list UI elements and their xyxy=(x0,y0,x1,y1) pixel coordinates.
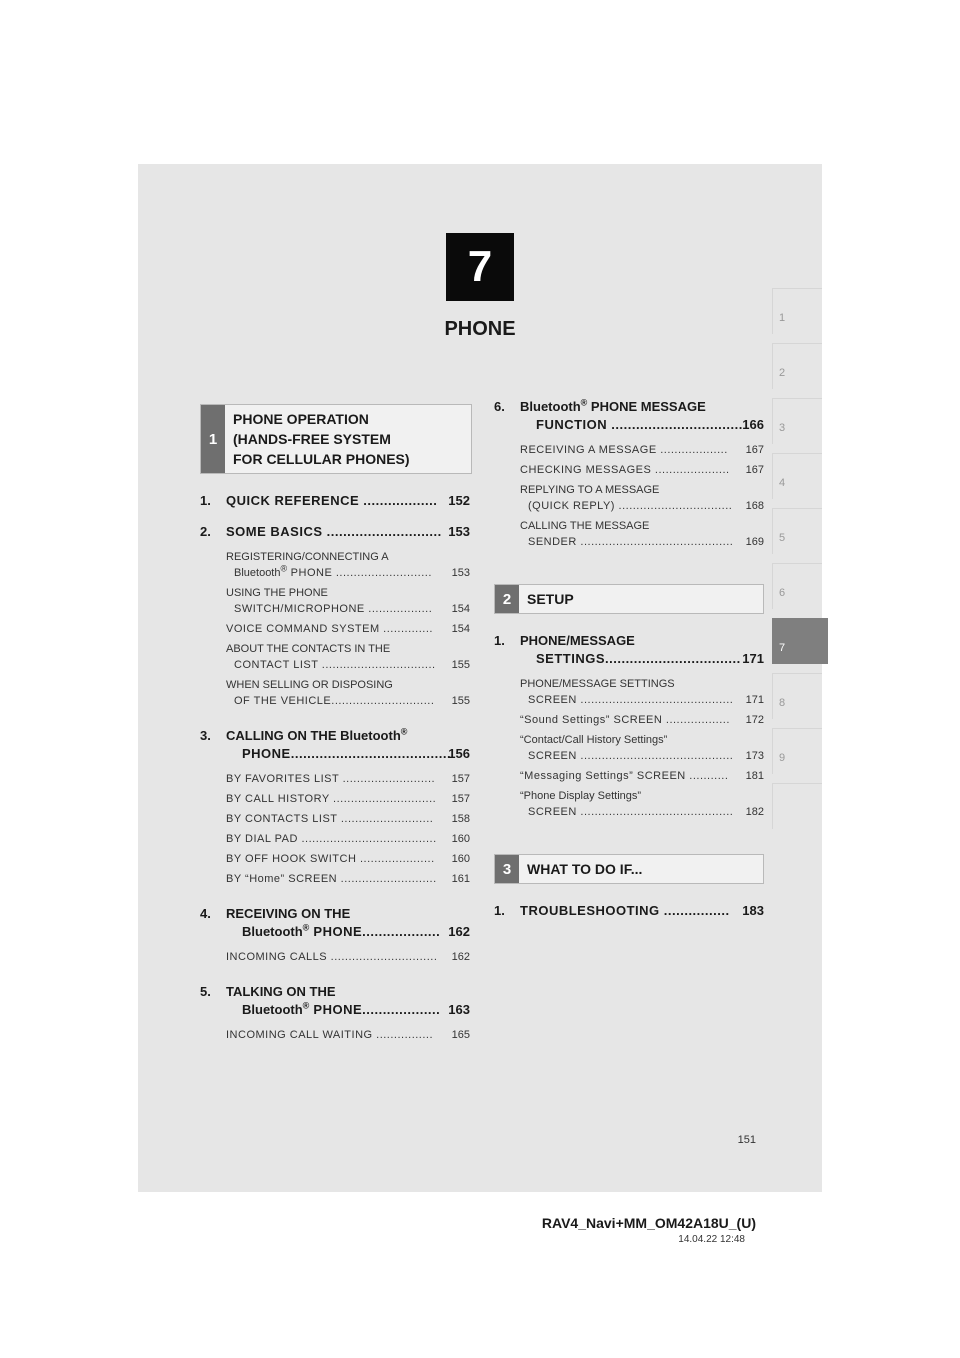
toc-subentry[interactable]: BY FAVORITES LIST .......................... 157 xyxy=(226,773,470,785)
section-title: PHONE OPERATION (HANDS-FREE SYSTEM FOR CELLULAR PHONES) xyxy=(233,411,410,467)
section-header-2 xyxy=(494,584,764,614)
toc-subentry[interactable]: ABOUT THE CONTACTS IN THE CONTACT LIST ................................ 155 xyxy=(226,643,470,671)
toc-subentry[interactable]: BY CONTACTS LIST .......................... 158 xyxy=(226,813,470,825)
footer-timestamp: 14.04.22 12:48 xyxy=(678,1234,745,1245)
toc-subentry[interactable]: REPLYING TO A MESSAGE (QUICK REPLY) ................................ 168 xyxy=(520,484,764,512)
tab-2[interactable]: 2 xyxy=(772,343,822,389)
tab-8[interactable]: 8 xyxy=(772,673,822,719)
toc-subentry[interactable]: BY “Home” SCREEN ........................... 161 xyxy=(226,873,470,885)
section-number: 3 xyxy=(495,855,519,883)
section-header-1 xyxy=(200,404,472,474)
page-ref: 152 xyxy=(448,493,470,508)
toc-subentry[interactable]: “Phone Display Settings” SCREEN ........................................... 182 xyxy=(520,790,764,818)
toc-subentry[interactable]: WHEN SELLING OR DISPOSING OF THE VEHICLE............................. 155 xyxy=(226,679,470,707)
toc-subentry[interactable]: CALLING THE MESSAGE SENDER ........................................... 169 xyxy=(520,520,764,548)
footer-document-code: RAV4_Navi+MM_OM42A18U_(U) xyxy=(541,1215,756,1231)
page-ref: 166 xyxy=(742,417,764,432)
toc-entry[interactable]: 3. CALLING ON THE Bluetooth® PHONE....................................... 156 xyxy=(200,726,470,761)
chapter-title: PHONE xyxy=(444,318,516,340)
toc-entry[interactable]: 1. TROUBLESHOOTING ................ 183 xyxy=(494,903,764,918)
page-ref: 171 xyxy=(742,651,764,666)
toc-subentry[interactable]: USING THE PHONE SWITCH/MICROPHONE .................. 154 xyxy=(226,587,470,615)
toc-subentry[interactable]: “Contact/Call History Settings” SCREEN ........................................... 173 xyxy=(520,734,764,762)
tab-5[interactable]: 5 xyxy=(772,508,822,554)
chapter-tabs xyxy=(772,288,822,838)
toc-subentry[interactable]: INCOMING CALL WAITING ................ 165 xyxy=(226,1029,470,1041)
tab-10[interactable] xyxy=(772,783,822,829)
toc-subentry[interactable]: RECEIVING A MESSAGE ................... 167 xyxy=(520,444,764,456)
toc-entry[interactable]: 2. SOME BASICS ............................ 153 xyxy=(200,524,470,539)
tab-3[interactable]: 3 xyxy=(772,398,822,444)
toc-subentry[interactable]: BY CALL HISTORY ............................. 157 xyxy=(226,793,470,805)
page-ref: 162 xyxy=(448,924,470,939)
toc-subentry[interactable]: VOICE COMMAND SYSTEM .............. 154 xyxy=(226,623,470,635)
toc-subentry[interactable]: “Messaging Settings” SCREEN ........... 181 xyxy=(520,770,764,782)
chapter-number-box xyxy=(446,233,514,301)
page-ref: 183 xyxy=(742,903,764,918)
page-ref: 163 xyxy=(448,1002,470,1017)
section-number: 1 xyxy=(201,405,225,473)
toc-entry[interactable]: 1. QUICK REFERENCE .................. 152 xyxy=(200,493,470,508)
chapter-number: 7 xyxy=(467,242,493,291)
toc-subentry[interactable]: CHECKING MESSAGES ..................... 167 xyxy=(520,464,764,476)
toc-entry[interactable]: 6. Bluetooth® PHONE MESSAGE FUNCTION ................................ 166 xyxy=(494,397,764,432)
tab-4[interactable]: 4 xyxy=(772,453,822,499)
section-title: WHAT TO DO IF... xyxy=(527,861,643,877)
section-title: SETUP xyxy=(527,591,574,607)
toc-subentry[interactable]: PHONE/MESSAGE SETTINGS SCREEN ........................................... 171 xyxy=(520,678,764,706)
toc-subentry[interactable]: BY OFF HOOK SWITCH ..................... 160 xyxy=(226,853,470,865)
page-number: 151 xyxy=(737,1134,756,1146)
toc-subentry[interactable]: INCOMING CALLS .............................. 162 xyxy=(226,951,470,963)
tab-9[interactable]: 9 xyxy=(772,728,822,774)
toc-entry[interactable]: 1. PHONE/MESSAGE SETTINGS................................. 171 xyxy=(494,633,764,666)
page-ref: 156 xyxy=(448,746,470,761)
toc-entry[interactable]: 4. RECEIVING ON THE Bluetooth® PHONE................... 162 xyxy=(200,906,470,939)
toc-right-column xyxy=(494,398,764,920)
toc-subentry[interactable]: REGISTERING/CONNECTING A Bluetooth® PHONE ........................... 153 xyxy=(226,551,470,579)
toc-left-column xyxy=(200,404,470,1047)
section-number: 2 xyxy=(495,585,519,613)
toc-subentry[interactable]: “Sound Settings” SCREEN .................. 172 xyxy=(520,714,764,726)
tab-1[interactable]: 1 xyxy=(772,288,822,334)
toc-entry[interactable]: 5. TALKING ON THE Bluetooth® PHONE................... 163 xyxy=(200,984,470,1017)
page-ref: 153 xyxy=(448,524,470,539)
tab-6[interactable]: 6 xyxy=(772,563,822,609)
toc-subentry[interactable]: BY DIAL PAD ...................................... 160 xyxy=(226,833,470,845)
section-header-3 xyxy=(494,854,764,884)
tab-7[interactable]: 7 xyxy=(772,618,828,664)
